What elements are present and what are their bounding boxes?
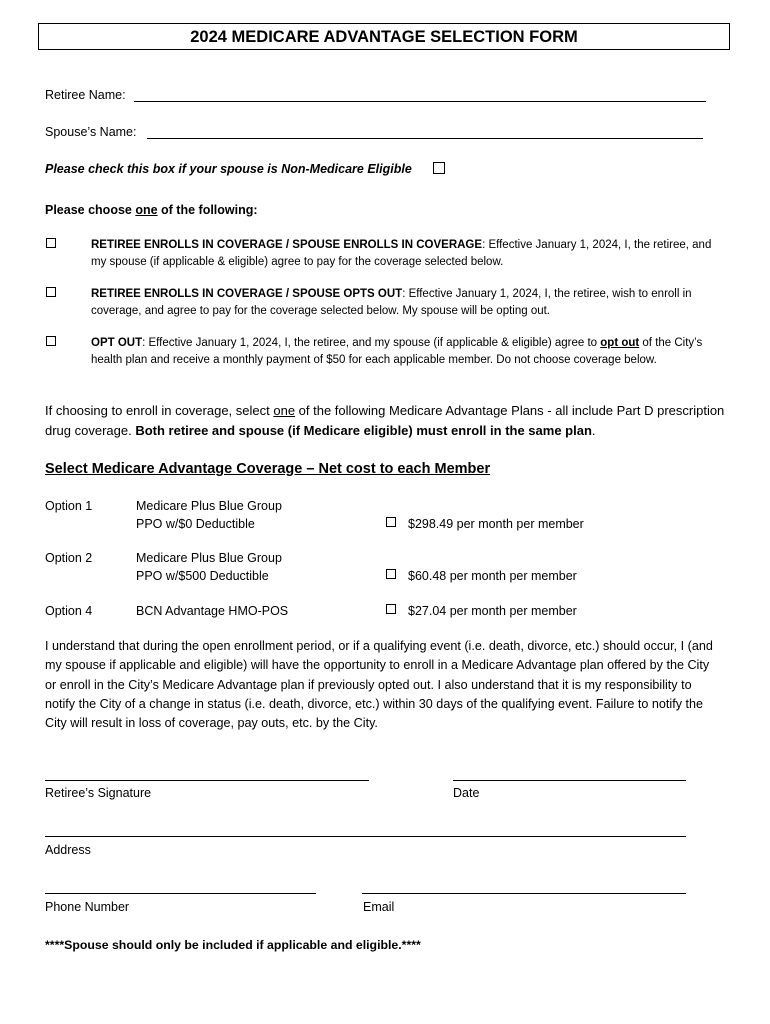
choose-emphasis: one — [135, 203, 158, 217]
enroll-instructions-bold: Both retiree and spouse (if Medicare eligible) must enroll in the same plan — [135, 422, 592, 438]
page-title: 2024 MEDICARE ADVANTAGE SELECTION FORM — [38, 23, 730, 50]
plan-option-4-checkbox[interactable] — [386, 604, 396, 614]
spouse-name-field[interactable] — [147, 138, 703, 139]
enroll-both-text — [91, 237, 721, 271]
opt-out-heading: OPT OUT — [91, 337, 143, 349]
spouse-opts-out-heading: RETIREE ENROLLS IN COVERAGE / SPOUSE OPTS OUT — [91, 288, 403, 300]
retiree-signature-label: Retiree’s Signature — [45, 786, 152, 800]
enroll-both-checkbox[interactable] — [46, 238, 56, 248]
plan-name-line2: PPO w/$0 Deductible — [136, 517, 255, 531]
date-field[interactable] — [453, 780, 686, 781]
enroll-instructions-emphasis: one — [273, 403, 296, 418]
plan-name-line2: PPO w/$500 Deductible — [136, 569, 269, 583]
address-label: Address — [45, 843, 91, 857]
opt-out-description-start: : Effective January 1, 2024, I, the retiree, and my spouse (if applicable & eligible) agree to — [142, 337, 601, 349]
spouse-name-label: Spouse’s Name: — [45, 125, 137, 139]
opt-out-description-end: of the City’s health plan and receive a monthly payment of $50 for each applicable member. Do not choose coverage below. — [91, 337, 703, 366]
spouse-opts-out-checkbox[interactable] — [46, 287, 56, 297]
plan-cost: $298.49 per month per member — [408, 517, 584, 531]
acknowledgement-paragraph: I understand that during the open enrollment period, or if a qualifying event (i.e. death, divorce, etc.) should occur, I (and my spouse if applicable and eligible) will have the opportunity to enroll in a Medicare Advantage plan offered by the City or enroll in the City’s Medicare Advantage plan if previously opted out. I also understand that it is my responsibility to notify the City of a change in status (i.e. death, divorce, etc.) within 30 days of the qualifying event. Failure to notify the City will result in loss of coverage, pay outs, etc. by the City. — [45, 639, 713, 731]
plan-cost: $60.48 per month per member — [408, 569, 577, 583]
plan-option-2-checkbox[interactable] — [386, 569, 396, 579]
plan-name-line1: BCN Advantage HMO-POS — [136, 604, 289, 618]
address-field[interactable] — [45, 836, 686, 837]
enroll-instructions-start: If choosing to enroll in coverage, select — [45, 403, 274, 418]
enroll-instructions-middle: of the following Medicare Advantage Plans - all include Part D prescription drug coverage. — [45, 403, 725, 438]
date-label: Date — [453, 786, 480, 800]
choose-instruction — [45, 202, 258, 218]
plan-name-line1: Medicare Plus Blue Group — [136, 551, 282, 565]
email-field[interactable] — [362, 893, 686, 894]
opt-out-checkbox[interactable] — [46, 336, 56, 346]
spouse-check-label: Please check this box if your spouse is Non-Medicare Eligible — [45, 162, 412, 176]
plan-name-line1: Medicare Plus Blue Group — [136, 499, 282, 513]
spouse-opts-out-description: : Effective January 1, 2024, I, the retiree, wish to enroll in coverage, and agree to pay for the coverage selected below. My spouse will be opting out. — [91, 288, 692, 317]
plan-option-label: Option 2 — [45, 551, 93, 565]
email-label: Email — [363, 900, 395, 914]
spouse-non-medicare-checkbox[interactable] — [433, 162, 445, 174]
choose-suffix: of the following: — [157, 203, 258, 217]
opt-out-emphasis: opt out — [600, 337, 640, 349]
footer-note: ****Spouse should only be included if applicable and eligible.**** — [45, 938, 421, 952]
enroll-both-description: : Effective January 1, 2024, I, the retiree, and my spouse (if applicable & eligible) agree to pay for the coverage selected below. — [91, 239, 712, 268]
plan-option-1-checkbox[interactable] — [386, 517, 396, 527]
retiree-name-field[interactable] — [134, 101, 706, 102]
plan-option-label: Option 1 — [45, 499, 93, 513]
retiree-signature-field[interactable] — [45, 780, 369, 781]
enroll-both-heading: RETIREE ENROLLS IN COVERAGE / SPOUSE ENROLLS IN COVERAGE — [91, 239, 483, 251]
opt-out-text — [91, 335, 721, 369]
retiree-name-label: Retiree Name: — [45, 88, 126, 102]
plan-option-label: Option 4 — [45, 604, 93, 618]
phone-label: Phone Number — [45, 900, 130, 914]
coverage-heading: Select Medicare Advantage Coverage – Net cost to each Member — [45, 461, 491, 477]
enroll-instructions-end: . — [591, 422, 596, 438]
enroll-instructions — [45, 401, 725, 440]
plan-cost: $27.04 per month per member — [408, 604, 577, 618]
phone-field[interactable] — [45, 893, 316, 894]
spouse-opts-out-text — [91, 286, 721, 320]
choose-prefix: Please choose — [45, 203, 136, 217]
